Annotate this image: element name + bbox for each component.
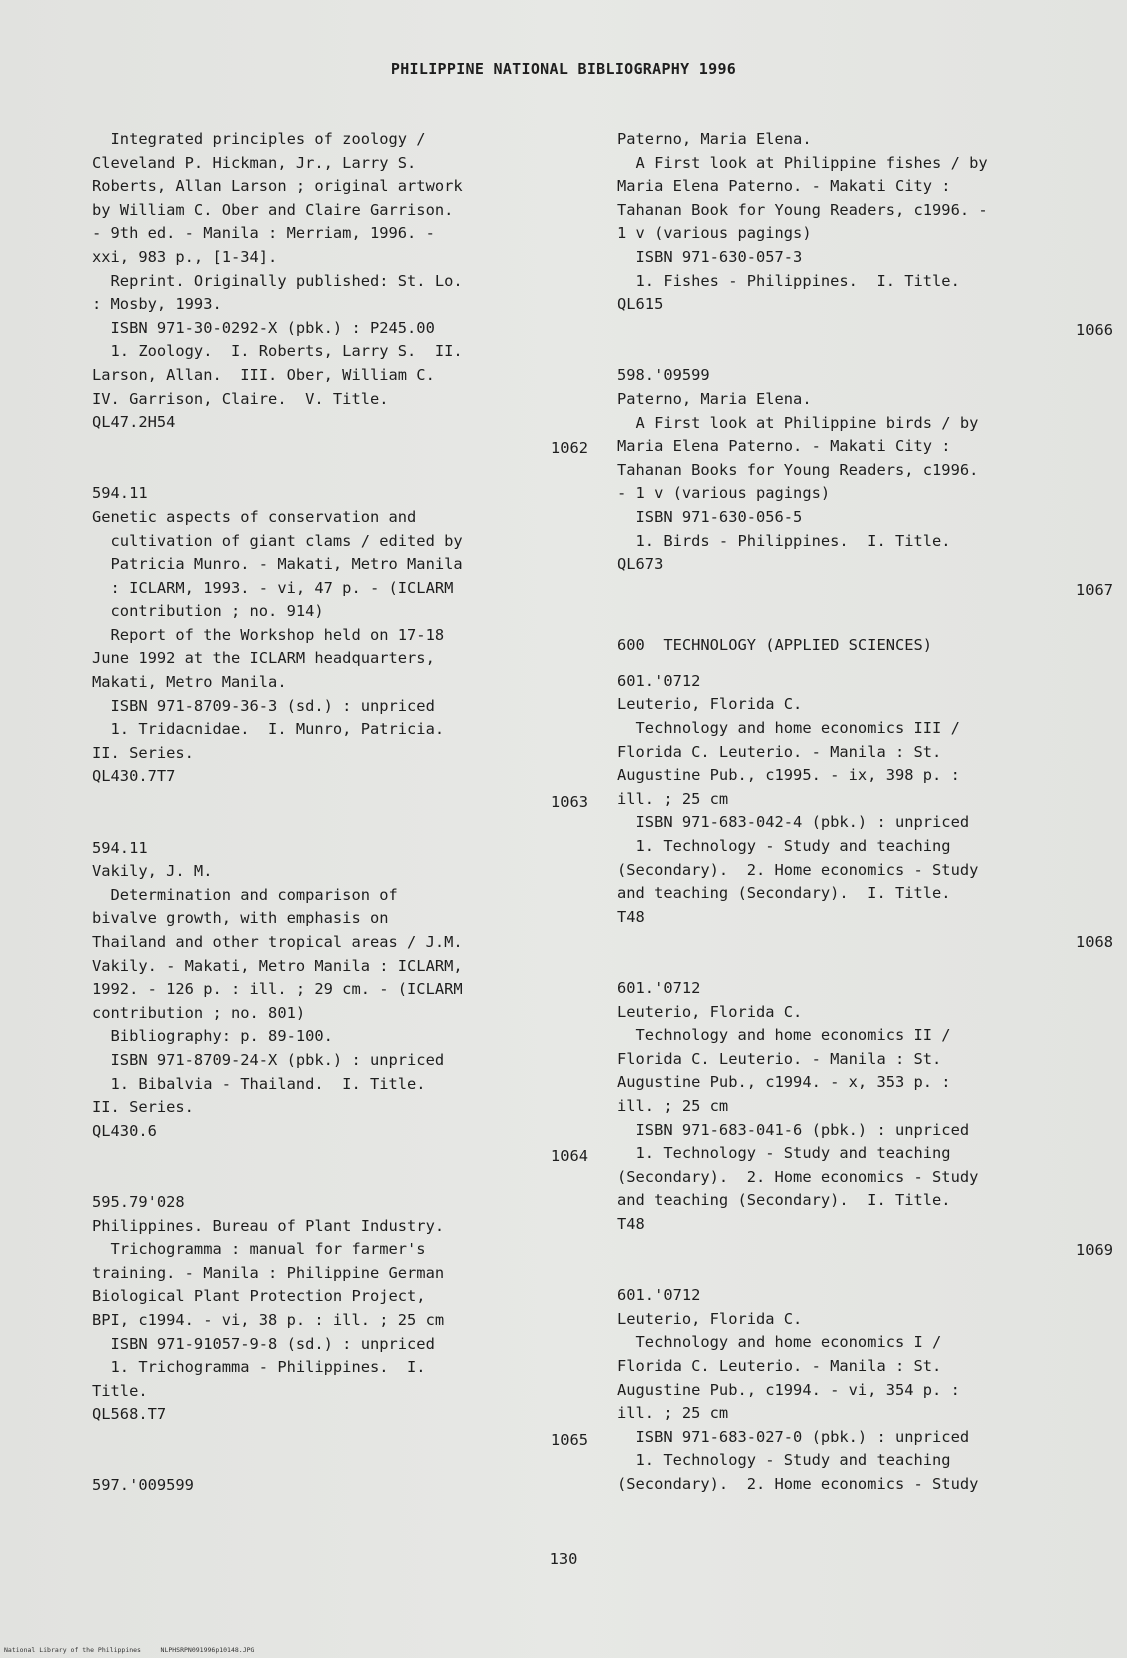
- entry-line: (Secondary). 2. Home economics - Study: [617, 860, 979, 879]
- bibliographic-entry: [92, 1169, 592, 1453]
- entry-spacer: [92, 815, 592, 837]
- entry-number: 1062: [550, 438, 588, 457]
- scan-footer: National Library of the Philippines NLPHSRPN091996p10148.JPG: [4, 1646, 255, 1654]
- entry-line: 595.79'028: [92, 1192, 185, 1211]
- entry-line: Determination and comparison of: [92, 885, 398, 904]
- bibliographic-entry: [617, 602, 1117, 955]
- bibliographic-entry: [617, 342, 1117, 602]
- entry-line: Tahanan Books for Young Readers, c1996.: [617, 460, 979, 479]
- entry-spacer: [92, 1452, 592, 1474]
- entry-line: - 9th ed. - Manila : Merriam, 1996. -: [92, 224, 435, 243]
- entry-line: and teaching (Secondary). I. Title.: [617, 884, 951, 903]
- entry-line: - 1 v (various pagings): [617, 484, 831, 503]
- entry-line: xxi, 983 p., [1-34].: [92, 247, 278, 266]
- entry-line: 1. Fishes - Philippines. I. Title.: [617, 271, 960, 290]
- entry-line: Technology and home economics II /: [617, 1026, 951, 1045]
- entry-line: 1. Technology - Study and teaching: [617, 837, 951, 856]
- entry-line: 601.'0712: [617, 671, 701, 690]
- entry-line: ISBN 971-683-027-0 (pbk.) : unpriced: [617, 1427, 970, 1446]
- entry-line: (Secondary). 2. Home economics - Study: [617, 1474, 979, 1493]
- entry-line: 1. Tridacnidae. I. Munro, Patricia.: [92, 720, 445, 739]
- entry-line: ISBN 971-8709-24-X (pbk.) : unpriced: [92, 1050, 445, 1069]
- entry-line: Technology and home economics I /: [617, 1333, 942, 1352]
- entry-line: Tahanan Book for Young Readers, c1996. -: [617, 200, 988, 219]
- entry-line: Vakily, J. M.: [92, 862, 213, 881]
- entry-line: ill. ; 25 cm: [617, 1404, 729, 1423]
- entry-line: Leuterio, Florida C.: [617, 1309, 803, 1328]
- entry-line: June 1992 at the ICLARM headquarters,: [92, 649, 435, 668]
- entry-line: : ICLARM, 1993. - vi, 47 p. - (ICLARM: [92, 578, 454, 597]
- entry-line: Thailand and other tropical areas / J.M.: [92, 933, 463, 951]
- entry-line: Paterno, Maria Elena.: [617, 130, 812, 148]
- entry-line: QL430.6: [92, 1121, 157, 1140]
- entry-line: Makati, Metro Manila.: [92, 673, 287, 692]
- bibliographic-entry: [617, 128, 1117, 342]
- entry-line: A First look at Philippine birds / by: [617, 413, 979, 432]
- entry-line: and teaching (Secondary). I. Title.: [617, 1191, 951, 1210]
- entry-line: 1. Trichogramma - Philippines. I.: [92, 1358, 426, 1377]
- entry-line: Augustine Pub., c1994. - vi, 354 p. :: [617, 1380, 960, 1399]
- entry-line: Cleveland P. Hickman, Jr., Larry S.: [92, 153, 417, 172]
- entry-line: ISBN 971-8709-36-3 (sd.) : unpriced: [92, 696, 435, 715]
- entry-line: Paterno, Maria Elena.: [617, 389, 812, 408]
- left-column: [92, 128, 592, 1498]
- entry-number: 1069: [1075, 1240, 1113, 1259]
- entry-line: ISBN 971-683-041-6 (pbk.) : unpriced: [617, 1120, 970, 1139]
- bibliographic-entry: [617, 1262, 1117, 1496]
- entry-line: 1. Technology - Study and teaching: [617, 1144, 951, 1163]
- entry-line: QL615: [617, 295, 664, 314]
- entry-line: 594.11: [92, 838, 148, 857]
- entry-line: 598.'09599: [617, 366, 710, 385]
- page-number: 130: [549, 1550, 578, 1568]
- entry-number: 1066: [1075, 320, 1113, 339]
- entry-number: 1064: [550, 1147, 588, 1166]
- section-heading: 600 TECHNOLOGY (APPLIED SCIENCES): [617, 636, 933, 655]
- entry-line: II. Series.: [92, 743, 194, 762]
- entry-line: Reprint. Originally published: St. Lo.: [92, 271, 463, 290]
- entry-line: Roberts, Allan Larson ; original artwork: [92, 177, 463, 196]
- entry-line: QL430.7T7: [92, 767, 176, 786]
- entry-line: (Secondary). 2. Home economics - Study: [617, 1167, 979, 1186]
- entry-line: Augustine Pub., c1994. - x, 353 p. :: [617, 1073, 951, 1092]
- bibliographic-entry: [92, 815, 592, 1169]
- entry-line: QL568.T7: [92, 1405, 167, 1424]
- entry-line: Title.: [92, 1381, 148, 1400]
- entry-line: bivalve growth, with emphasis on: [92, 909, 389, 928]
- bibliographic-entry: [617, 955, 1117, 1262]
- entry-line: 597.'009599: [92, 1476, 194, 1495]
- entry-number: 1065: [550, 1430, 588, 1449]
- entry-line: by William C. Ober and Claire Garrison.: [92, 200, 454, 219]
- entry-line: ISBN 971-30-0292-X (pbk.) : P245.00: [92, 318, 435, 337]
- entry-spacer: [617, 342, 1117, 364]
- entry-number: 1063: [550, 793, 588, 812]
- entry-line: contribution ; no. 914): [92, 602, 324, 621]
- entry-spacer: [617, 602, 1117, 624]
- entry-line: ISBN 971-683-042-4 (pbk.) : unpriced: [617, 813, 970, 832]
- bibliographic-entry: [92, 460, 592, 814]
- entry-line: cultivation of giant clams / edited by: [92, 531, 463, 550]
- entry-line: 1992. - 126 p. : ill. ; 29 cm. - (ICLARM: [92, 980, 463, 999]
- page-header: PHILIPPINE NATIONAL BIBLIOGRAPHY 1996: [390, 60, 737, 78]
- entry-line: ISBN 971-630-056-5: [617, 507, 803, 526]
- entry-line: 1. Technology - Study and teaching: [617, 1451, 951, 1470]
- entry-line: Vakily. - Makati, Metro Manila : ICLARM,: [92, 956, 463, 975]
- entry-line: Augustine Pub., c1995. - ix, 398 p. :: [617, 766, 960, 785]
- right-column: [617, 128, 1117, 1496]
- entry-line: T48: [617, 907, 645, 926]
- entry-line: Technology and home economics III /: [617, 719, 960, 738]
- entry-line: Philippines. Bureau of Plant Industry.: [92, 1216, 445, 1235]
- entry-line: 601.'0712: [617, 1286, 701, 1305]
- entry-line: contribution ; no. 801): [92, 1003, 306, 1022]
- entry-line: ISBN 971-91057-9-8 (sd.) : unpriced: [92, 1334, 435, 1353]
- entry-line: IV. Garrison, Claire. V. Title.: [92, 389, 389, 408]
- entry-line: Florida C. Leuterio. - Manila : St.: [617, 1356, 942, 1375]
- entry-spacer: [617, 955, 1117, 977]
- entry-line: ill. ; 25 cm: [617, 789, 729, 808]
- entry-number: 1067: [1075, 580, 1113, 599]
- entry-line: 594.11: [92, 484, 148, 503]
- entry-line: Maria Elena Paterno. - Makati City :: [617, 437, 951, 456]
- bibliographic-entry: [92, 1452, 592, 1498]
- entry-line: ISBN 971-630-057-3: [617, 247, 803, 266]
- entry-line: : Mosby, 1993.: [92, 295, 222, 314]
- entry-spacer: [92, 1169, 592, 1191]
- entry-line: Maria Elena Paterno. - Makati City :: [617, 177, 951, 196]
- entry-spacer: [92, 460, 592, 482]
- entry-line: Trichogramma : manual for farmer's: [92, 1240, 426, 1259]
- bibliographic-entry: [92, 128, 592, 460]
- entry-line: training. - Manila : Philippine German: [92, 1263, 445, 1282]
- entry-line: Integrated principles of zoology /: [92, 130, 426, 148]
- entry-line: Genetic aspects of conservation and: [92, 507, 417, 526]
- entry-line: QL673: [617, 555, 664, 574]
- entry-line: BPI, c1994. - vi, 38 p. : ill. ; 25 cm: [92, 1310, 445, 1329]
- entry-line: 1. Zoology. I. Roberts, Larry S. II.: [92, 342, 463, 361]
- entry-line: Bibliography: p. 89-100.: [92, 1027, 333, 1046]
- entry-line: Patricia Munro. - Makati, Metro Manila: [92, 555, 463, 574]
- entry-line: II. Series.: [92, 1098, 194, 1117]
- entry-line: Leuterio, Florida C.: [617, 695, 803, 714]
- entry-line: Leuterio, Florida C.: [617, 1002, 803, 1021]
- entry-line: 1. Bibalvia - Thailand. I. Title.: [92, 1074, 426, 1093]
- entry-line: Biological Plant Protection Project,: [92, 1287, 426, 1306]
- entry-line: Larson, Allan. III. Ober, William C.: [92, 365, 435, 384]
- entry-line: Florida C. Leuterio. - Manila : St.: [617, 742, 942, 761]
- entry-spacer: [617, 1262, 1117, 1284]
- entry-line: A First look at Philippine fishes / by: [617, 153, 988, 172]
- entry-line: T48: [617, 1214, 645, 1233]
- entry-line: 1. Birds - Philippines. I. Title.: [617, 531, 951, 550]
- entry-line: 1 v (various pagings): [617, 224, 812, 243]
- entry-number: 1068: [1075, 933, 1113, 952]
- entry-line: Florida C. Leuterio. - Manila : St.: [617, 1049, 942, 1068]
- entry-line: Report of the Workshop held on 17-18: [92, 625, 445, 644]
- entry-line: ill. ; 25 cm: [617, 1096, 729, 1115]
- entry-line: QL47.2H54: [92, 413, 176, 432]
- entry-line: 601.'0712: [617, 979, 701, 997]
